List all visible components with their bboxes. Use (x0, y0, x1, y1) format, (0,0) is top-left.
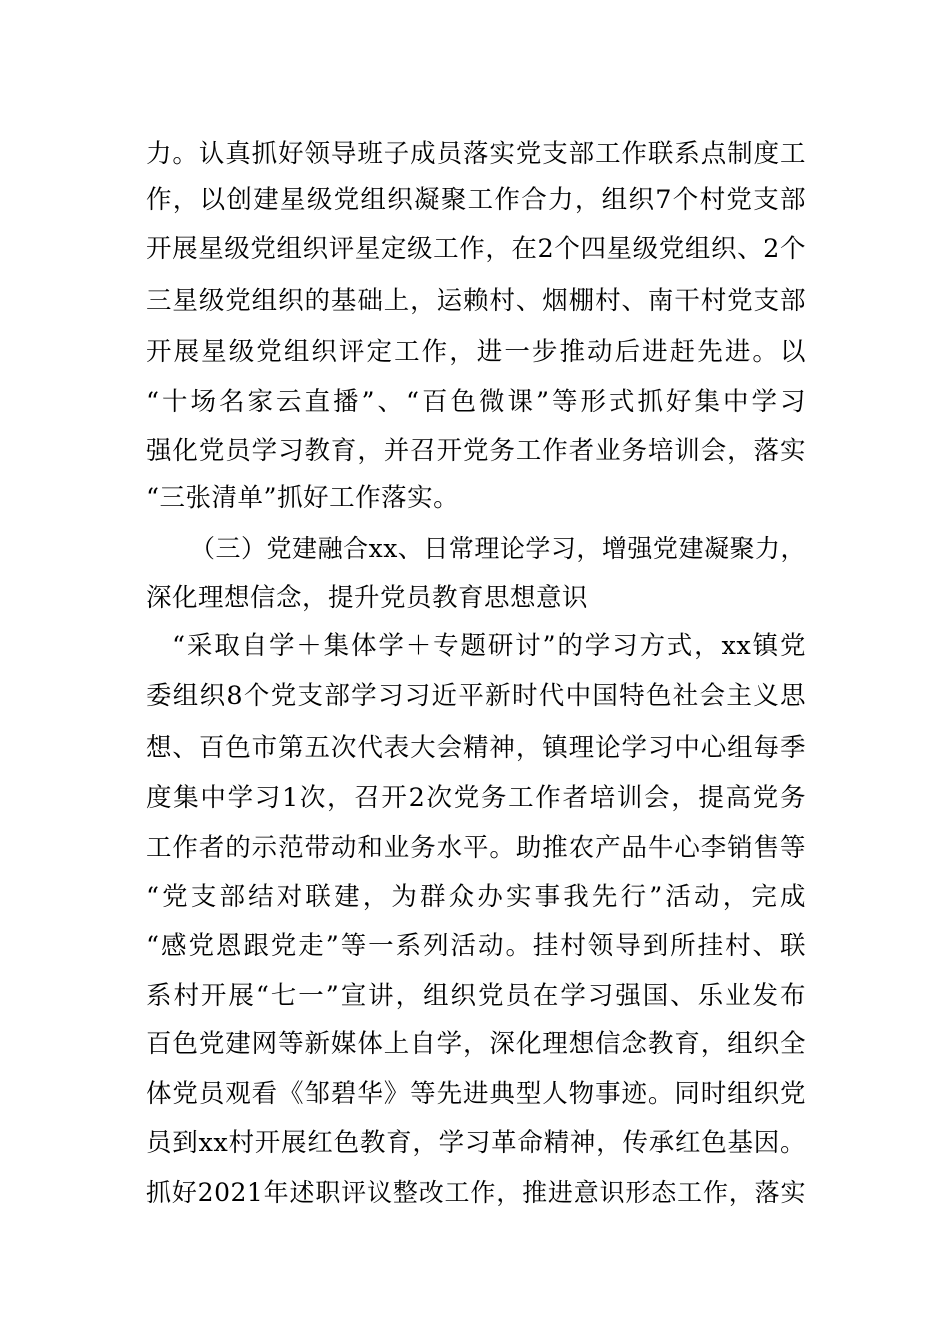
text-line-22: 抓好2021年述职评议整改工作，推进意识形态工作，落实 (146, 1178, 806, 1207)
text-line-8: “三张清单”抓好工作落实。 (146, 483, 460, 513)
text-line-20: 体党员观看《邹碧华》等先进典型人物事迹。同时组织党 (146, 1079, 806, 1109)
text-line-16: “党支部结对联建，为群众办实事我先行”活动，完成 (146, 882, 806, 912)
section-heading-line-1: （三）党建融合xx、日常理论学习，增强党建凝聚力， (190, 534, 806, 563)
text-line-4: 三星级党组织的基础上，运赖村、烟棚村、南干村党支部 (146, 286, 806, 316)
text-line-21: 员到xx村开展红色教育，学习革命精神，传承红色基因。 (146, 1128, 806, 1158)
text-line-11: “采取自学＋集体学＋专题研讨”的学习方式，xx镇党 (172, 631, 806, 661)
text-line-15: 工作者的示范带动和业务水平。助推农产品牛心李销售等 (146, 833, 806, 863)
text-line-5: 开展星级党组织评定工作，进一步推动后进赶先进。以 (146, 337, 806, 367)
section-heading-line-2: 深化理想信念，提升党员教育思想意识 (146, 583, 589, 613)
text-line-3: 开展星级党组织评星定级工作，在2个四星级党组织、2个 (146, 234, 806, 264)
text-line-12: 委组织8个党支部学习习近平新时代中国特色社会主义思 (146, 681, 806, 711)
text-line-1: 力。认真抓好领导班子成员落实党支部工作联系点制度工 (146, 139, 806, 169)
text-line-2: 作，以创建星级党组织凝聚工作合力，组织7个村党支部 (146, 185, 806, 215)
text-line-6: “十场名家云直播”、“百色微课”等形式抓好集中学习 (146, 387, 806, 417)
text-line-17: “感党恩跟党走”等一系列活动。挂村领导到所挂村、联 (146, 931, 806, 961)
text-line-19: 百色党建网等新媒体上自学，深化理想信念教育，组织全 (146, 1029, 806, 1059)
text-line-14: 度集中学习1次，召开2次党务工作者培训会，提高党务 (146, 783, 806, 813)
text-line-7: 强化党员学习教育，并召开党务工作者业务培训会，落实 (146, 436, 806, 466)
text-line-18: 系村开展“七一”宣讲，组织党员在学习强国、乐业发布 (146, 981, 806, 1011)
text-line-13: 想、百色市第五次代表大会精神，镇理论学习中心组每季 (146, 733, 806, 763)
